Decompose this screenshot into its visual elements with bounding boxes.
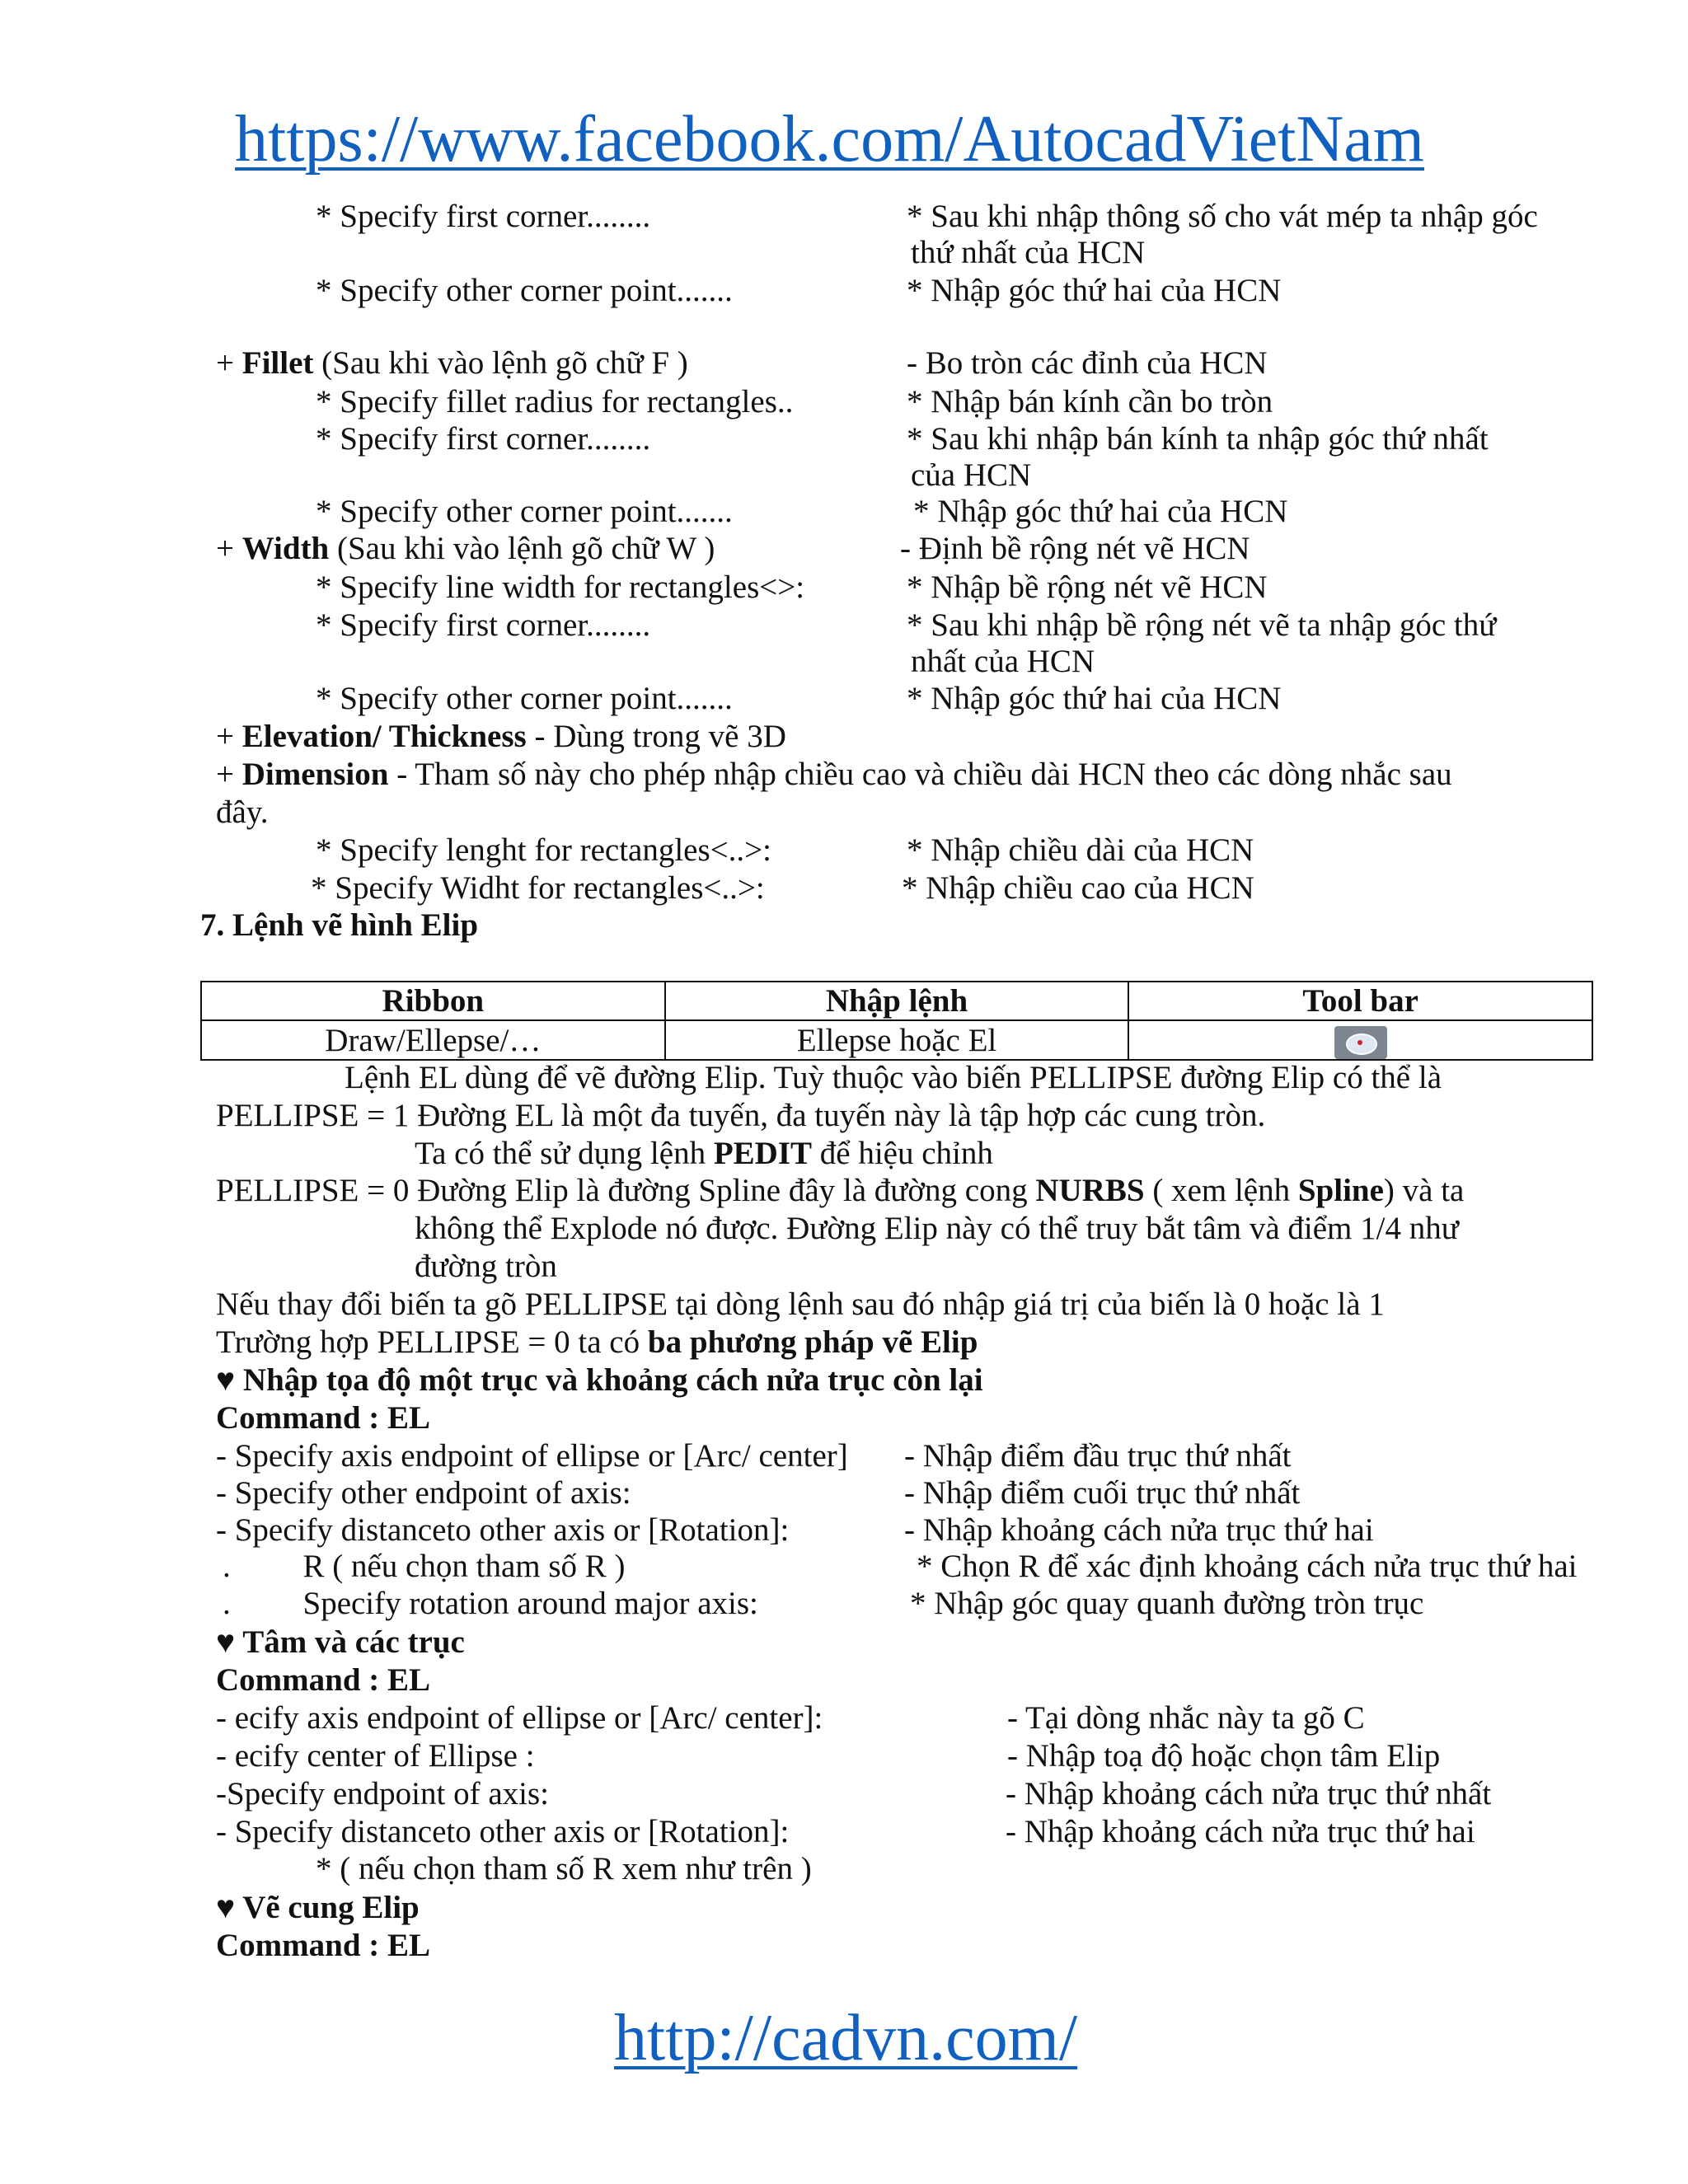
prompt-right: * Nhập góc quay quanh đường tròn trục [910,1586,1424,1621]
pellipse-1-line: PELLIPSE = 1 Đường EL là một đa tuyến, đa tuyến này là tập hợp các cung tròn. [216,1098,1266,1133]
command-line: Command : EL [216,1400,431,1436]
method-title: ♥ Tâm và các trục [216,1624,465,1660]
prompt-right: - Nhập điểm đầu trục thứ nhất [904,1438,1292,1474]
option-left: * Specify lenght for rectangles<..>: [316,832,771,868]
note-line: * ( nếu chọn tham số R xem như trên ) [316,1851,812,1886]
prompt-left: - Specify distanceto other axis or [Rotation]: [216,1814,790,1849]
prompt-left: - Specify other endpoint of axis: [216,1475,631,1511]
option-right: * Nhập chiều dài của HCN [907,832,1254,868]
ellipse-toolbar-icon[interactable] [1334,1026,1387,1059]
option-left: * Specify first corner........ [316,199,651,234]
command-line: Command : EL [216,1928,431,1963]
option-right: * Nhập góc thứ hai của HCN [907,681,1282,716]
case-line: Trường hợp PELLIPSE = 0 ta có ba phương pháp vẽ Elip [216,1324,978,1360]
prompt-left: - ecify center of Ellipse : [216,1738,535,1774]
option-right: - Bo tròn các đỉnh của HCN [907,345,1268,381]
method-title: ♥ Nhập tọa độ một trục và khoảng cách nửa trục còn lại [216,1362,983,1398]
header-link[interactable]: https://www.facebook.com/AutocadVietNam [235,103,1424,176]
option-left: * Specify other corner point....... [316,273,733,308]
prompt-right: * Chọn R để xác định khoảng cách nửa trục thứ hai [917,1549,1578,1584]
table-header: Nhập lệnh [665,982,1129,1020]
pellipse-0-cont: đường tròn [415,1249,557,1284]
option-right: * Nhập bề rộng nét vẽ HCN [907,569,1268,605]
prompt-right: - Nhập khoảng cách nửa trục thứ nhất [1006,1776,1492,1811]
prompt-left: - Specify axis endpoint of ellipse or [Arc/ center] [216,1438,848,1474]
option-right-cont: nhất của HCN [911,644,1095,679]
option-left: * Specify first corner........ [316,607,651,643]
option-right-cont: thứ nhất của HCN [911,235,1146,270]
option-right: * Sau khi nhập bán kính ta nhập góc thứ nhất [907,421,1489,457]
option-left: * Specify other corner point....... [316,681,733,716]
pellipse-0-line: PELLIPSE = 0 Đường Elip là đường Spline đây là đường cong NURBS ( xem lệnh Spline) và ta [216,1173,1465,1208]
command-line: Command : EL [216,1662,431,1698]
option-left: * Specify other corner point....... [316,494,733,529]
command-table [200,981,1593,1061]
prompt-right: - Nhập khoảng cách nửa trục thứ hai [1006,1814,1475,1849]
prompt-right: - Tại dòng nhắc này ta gõ C [1007,1700,1365,1736]
dimension-option-cont: đây. [216,794,269,830]
option-left: * Specify line width for rectangles<>: [316,569,805,605]
prompt-left: - Specify distanceto other axis or [Rotation]: [216,1512,790,1548]
option-right: * Sau khi nhập thông số cho vát mép ta nhập góc [907,199,1538,234]
prompt-left: - ecify axis endpoint of ellipse or [Arc/ center]: [216,1700,823,1736]
option-right: - Định bề rộng nét vẽ HCN [900,531,1250,566]
dimension-option: + Dimension - Tham số này cho phép nhập chiều cao và chiều dài HCN theo các dòng nhắc sau [216,757,1452,792]
elevation-option: + Elevation/ Thickness - Dùng trong vẽ 3D [216,719,786,754]
fillet-option: + Fillet (Sau khi vào lệnh gõ chữ F ) [216,345,688,381]
width-option: + Width (Sau khi vào lệnh gõ chữ W ) [216,531,715,566]
prompt-right: - Nhập khoảng cách nửa trục thứ hai [904,1512,1374,1548]
prompt-left: . R ( nếu chọn tham số R ) [223,1549,626,1584]
option-right: * Sau khi nhập bề rộng nét vẽ ta nhập góc thứ [907,607,1497,643]
option-left: * Specify Widht for rectangles<..>: [311,870,765,906]
option-right: * Nhập bán kính cần bo tròn [907,384,1273,419]
option-left: * Specify first corner........ [316,421,651,457]
table-header: Ribbon [201,982,665,1020]
intro-line: Lệnh EL dùng để vẽ đường Elip. Tuỳ thuộc vào biến PELLIPSE đường Elip có thể là [345,1060,1442,1095]
table-cell-ribbon: Draw/Ellepse/… [201,1020,665,1060]
option-left: * Specify fillet radius for rectangles.. [316,384,794,419]
pellipse-0-cont: không thể Explode nó được. Đường Elip này có thể truy bắt tâm và điểm 1/4 như [415,1211,1459,1246]
table-cell-toolbar [1128,1020,1592,1060]
table-cell-command: Ellepse hoặc El [665,1020,1129,1060]
prompt-right: - Nhập toạ độ hoặc chọn tâm Elip [1007,1738,1441,1774]
option-right: * Nhập góc thứ hai của HCN [913,494,1288,529]
method-title: ♥ Vẽ cung Elip [216,1890,420,1925]
section-title: 7. Lệnh vẽ hình Elip [200,907,479,943]
table-header: Tool bar [1128,982,1592,1020]
footer-link[interactable]: http://cadvn.com/ [614,2002,1078,2074]
prompt-right: - Nhập điểm cuối trục thứ nhất [904,1475,1301,1511]
option-right: * Nhập chiều cao của HCN [902,870,1254,906]
prompt-left: -Specify endpoint of axis: [216,1776,549,1811]
option-right-cont: của HCN [911,457,1032,493]
option-right: * Nhập góc thứ hai của HCN [907,273,1282,308]
prompt-left: . Specify rotation around major axis: [223,1586,758,1621]
change-variable-line: Nếu thay đổi biến ta gõ PELLIPSE tại dòng lệnh sau đó nhập giá trị của biến là 0 hoặc là 1 [216,1286,1385,1322]
pellipse-1-cont: Ta có thể sử dụng lệnh PEDIT để hiệu chỉnh [415,1136,993,1171]
